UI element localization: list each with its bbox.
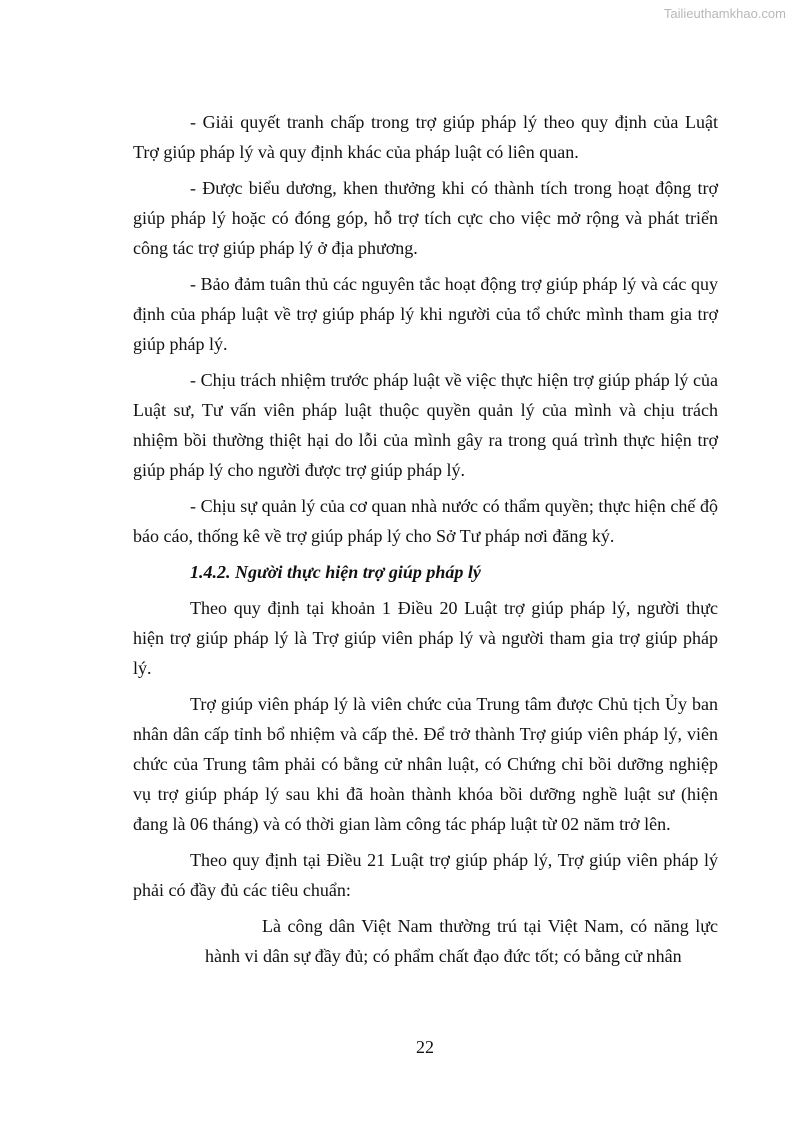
watermark-text: Tailieuthamkhao.com (663, 6, 786, 21)
paragraph-commendation: - Được biểu dương, khen thưởng khi có thành tích trong hoạt động trợ giúp pháp lý hoặc có đóng góp, hỗ trợ tích cực cho việc mở rộng và phát triển công tác trợ giúp pháp lý ở địa phương. (133, 178, 718, 258)
paragraph-responsibility: - Chịu trách nhiệm trước pháp luật về việc thực hiện trợ giúp pháp lý của Luật sư, Tư vấn viên pháp luật thuộc quyền quản lý của mình và chịu trách nhiệm bồi thường thiệt hại do lỗi của mình gây ra trong quá trình thực hiện trợ giúp pháp lý cho người được trợ giúp pháp lý. (133, 370, 718, 480)
paragraph-legal-aid-officer: Trợ giúp viên pháp lý là viên chức của Trung tâm được Chủ tịch Ủy ban nhân dân cấp tỉnh bổ nhiệm và cấp thẻ. Để trở thành Trợ giúp viên pháp lý, viên chức của Trung tâm phải có bằng cử nhân luật, có Chứng chỉ bồi dưỡng nghiệp vụ trợ giúp pháp lý sau khi đã hoàn thành khóa bồi dưỡng nghề luật sư (hiện đang là 06 tháng) và có thời gian làm công tác pháp luật từ 02 năm trở lên. (133, 694, 718, 834)
paragraph-article-20: Theo quy định tại khoản 1 Điều 20 Luật trợ giúp pháp lý, người thực hiện trợ giúp pháp lý là Trợ giúp viên pháp lý và người tham gia trợ giúp pháp lý. (133, 598, 718, 678)
section-heading: 1.4.2. Người thực hiện trợ giúp pháp lý (190, 562, 481, 582)
page-number: 22 (416, 1037, 434, 1057)
paragraph-management: - Chịu sự quản lý của cơ quan nhà nước có thẩm quyền; thực hiện chế độ báo cáo, thống kê về trợ giúp pháp lý cho Sở Tư pháp nơi đăng ký. (133, 496, 718, 546)
quoted-standards: Là công dân Việt Nam thường trú tại Việt Nam, có năng lực hành vi dân sự đầy đủ; có phẩm chất đạo đức tốt; có bằng cử nhân (205, 916, 718, 966)
paragraph-dispute-resolution: - Giải quyết tranh chấp trong trợ giúp pháp lý theo quy định của Luật Trợ giúp pháp lý và quy định khác của pháp luật có liên quan. (133, 112, 718, 162)
document-body (133, 107, 718, 971)
paragraph-compliance: - Bảo đảm tuân thủ các nguyên tắc hoạt động trợ giúp pháp lý và các quy định của pháp luật về trợ giúp pháp lý khi người của tổ chức mình tham gia trợ giúp pháp lý. (133, 274, 718, 354)
paragraph-article-21: Theo quy định tại Điều 21 Luật trợ giúp pháp lý, Trợ giúp viên pháp lý phải có đầy đủ các tiêu chuẩn: (133, 850, 718, 900)
